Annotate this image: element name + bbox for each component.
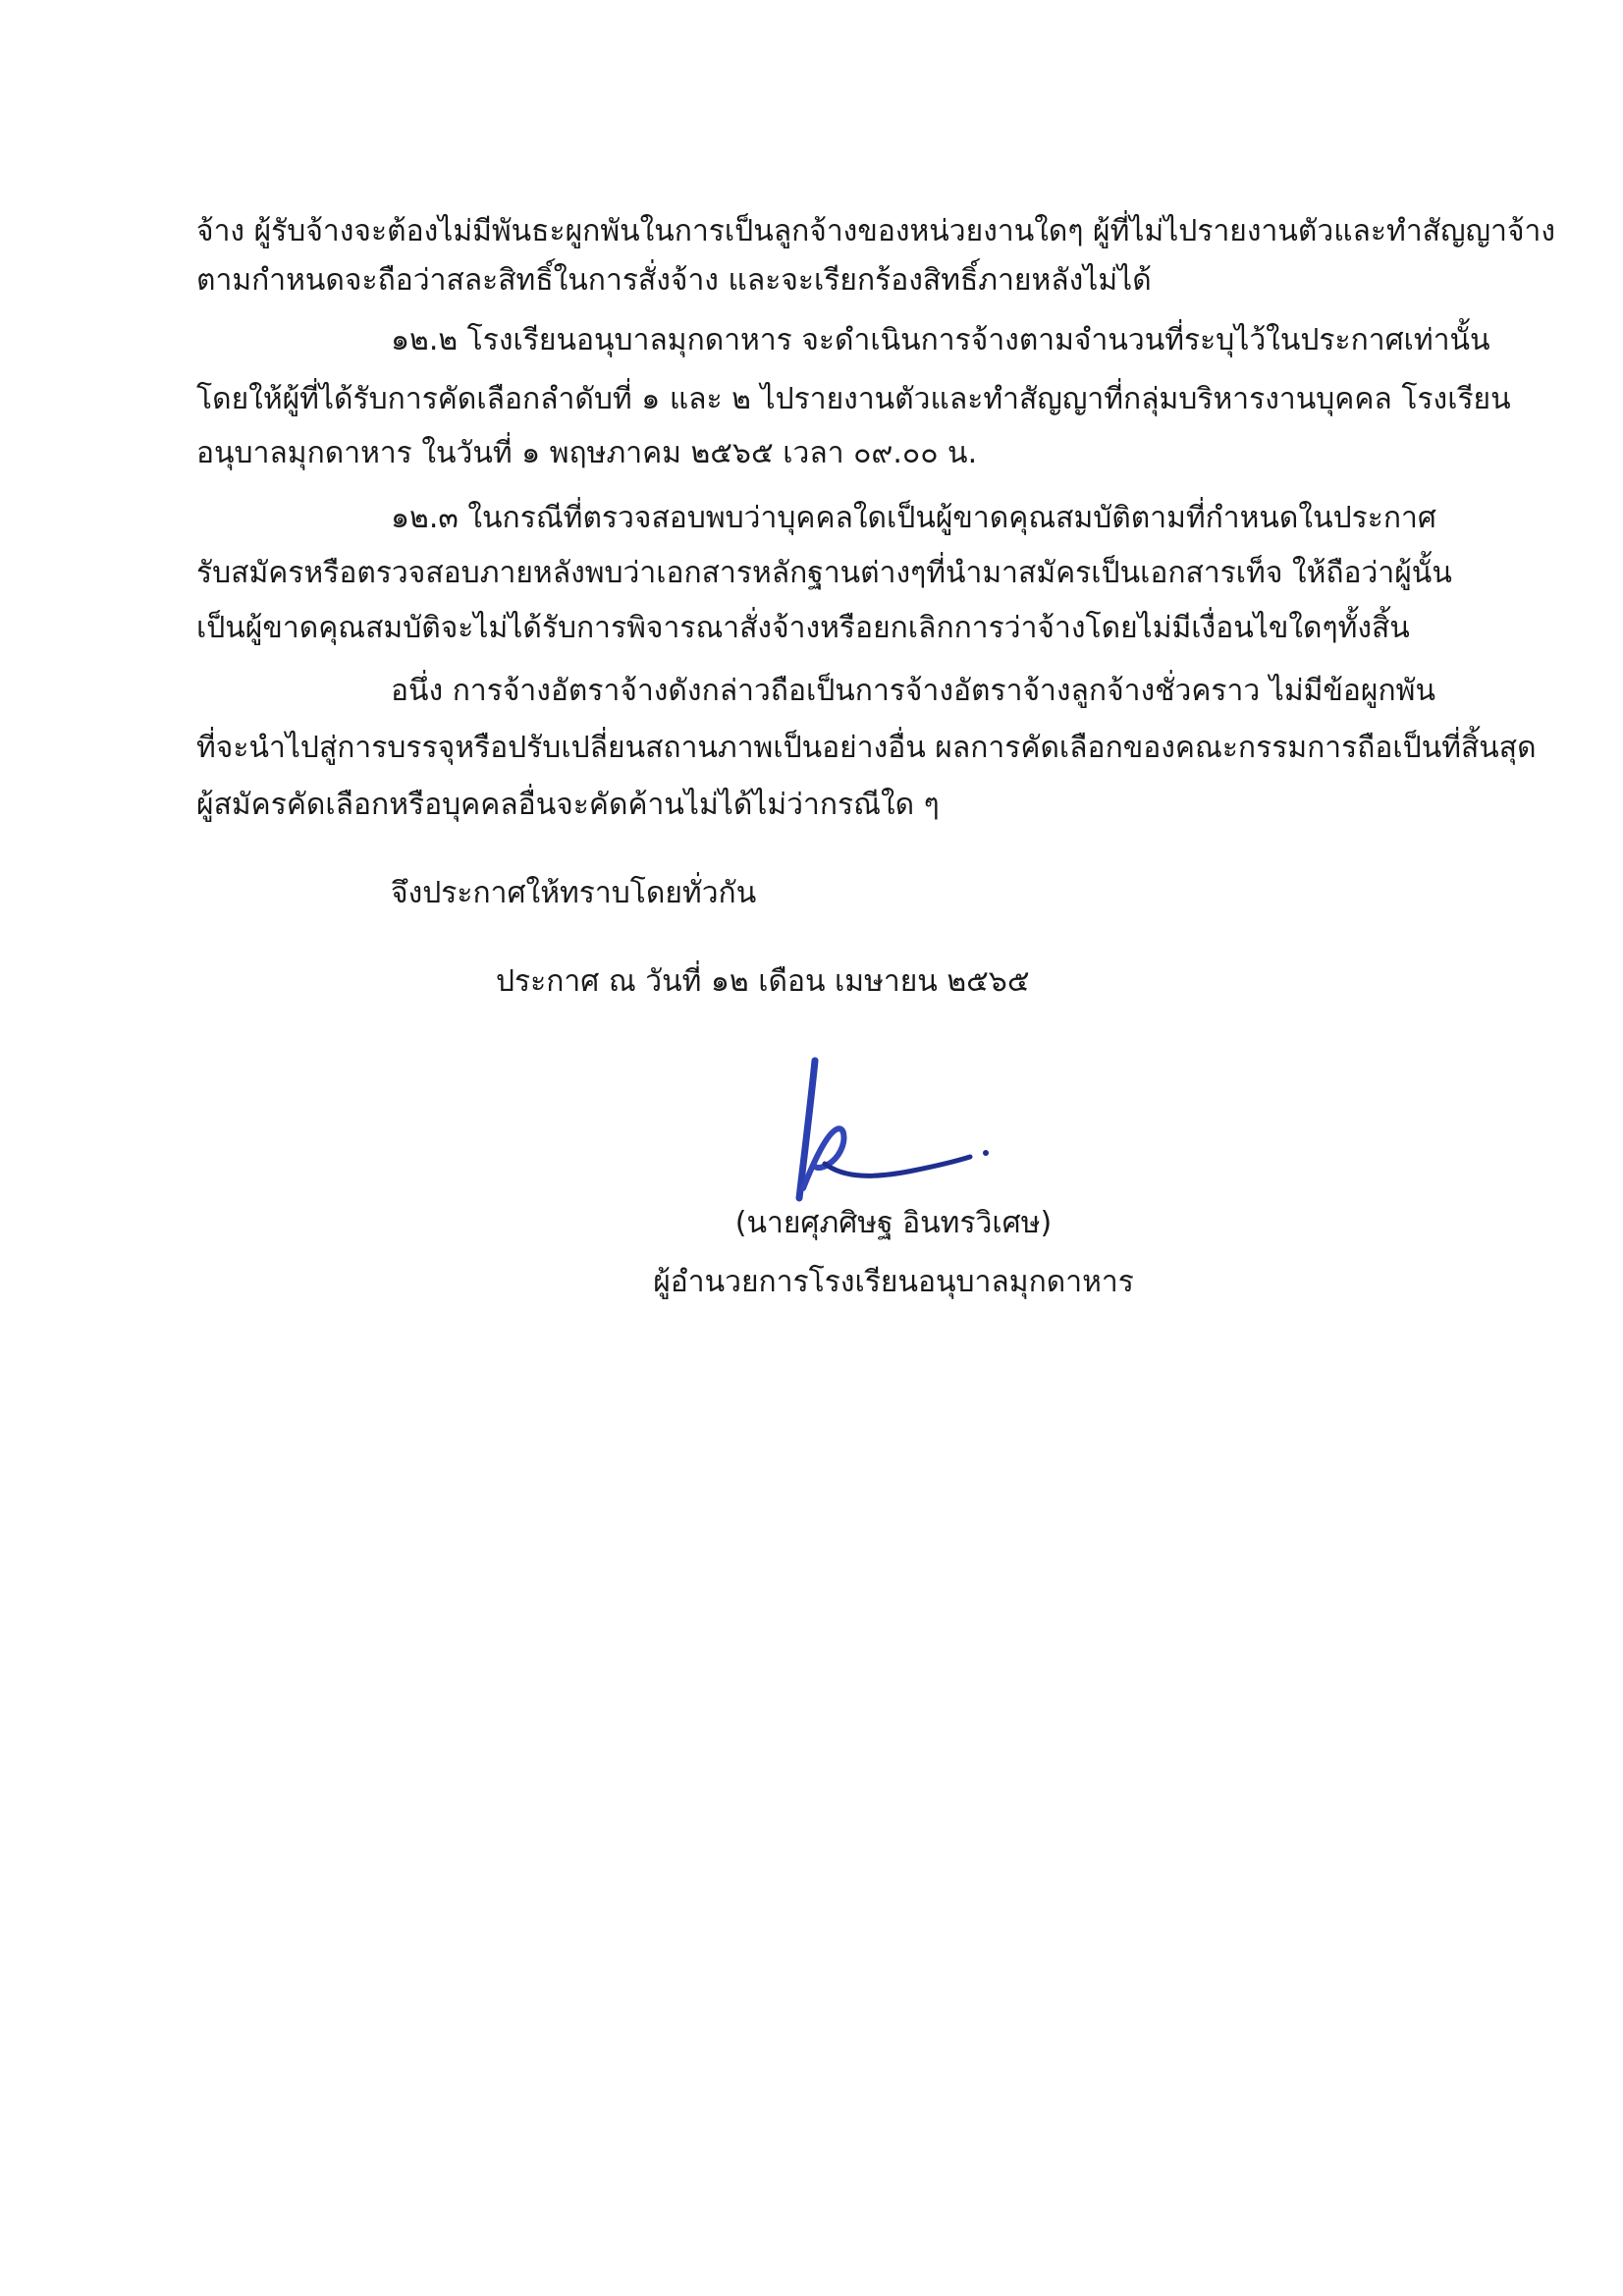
handwritten-signature	[776, 1041, 1001, 1208]
paragraph-2-line-3: อนุบาลมุกดาหาร ในวันที่ ๑ พฤษภาคม ๒๕๖๕ เวลา ๐๙.๐๐ น.	[196, 436, 978, 470]
paragraph-1-line-1: จ้าง ผู้รับจ้างจะต้องไม่มีพันธะผูกพันในการเป็นลูกจ้างของหน่วยงานใดๆ ผู้ที่ไม่ไปรายงานตัวและทำสัญญาจ้าง	[196, 214, 1556, 248]
paragraph-4-line-3: ผู้สมัครคัดเลือกหรือบุคคลอื่นจะคัดค้านไม่ได้ไม่ว่ากรณีใด ๆ	[196, 788, 940, 822]
announcement-date: ประกาศ ณ วันที่ ๑๒ เดือน เมษายน ๒๕๖๕	[496, 964, 1030, 999]
signer-name: (นายศุภศิษฐ อินทรวิเศษ)	[734, 1206, 1053, 1240]
paragraph-3-line-1: ๑๒.๓ ในกรณีที่ตรวจสอบพบว่าบุคคลใดเป็นผู้ขาดคุณสมบัติตามที่กำหนดในประกาศ	[391, 501, 1436, 535]
paragraph-4-line-1: อนึ่ง การจ้างอัตราจ้างดังกล่าวถือเป็นการจ้างอัตราจ้างลูกจ้างชั่วคราว ไม่มีข้อผูกพัน	[391, 674, 1435, 708]
paragraph-2-line-2: โดยให้ผู้ที่ได้รับการคัดเลือกลำดับที่ ๑ และ ๒ ไปรายงานตัวและทำสัญญาที่กลุ่มบริหารงานบุคคล โรงเรียน	[196, 382, 1511, 416]
closing-statement: จึงประกาศให้ทราบโดยทั่วกัน	[391, 876, 757, 910]
signer-title: ผู้อำนวยการโรงเรียนอนุบาลมุกดาหาร	[653, 1265, 1134, 1299]
paragraph-1-line-2: ตามกำหนดจะถือว่าสละสิทธิ์ในการสั่งจ้าง และจะเรียกร้องสิทธิ์ภายหลังไม่ได้	[196, 263, 1152, 298]
paragraph-2-line-1: ๑๒.๒ โรงเรียนอนุบาลมุกดาหาร จะดำเนินการจ้างตามจำนวนที่ระบุไว้ในประกาศเท่านั้น	[391, 323, 1490, 357]
paragraph-3-line-2: รับสมัครหรือตรวจสอบภายหลังพบว่าเอกสารหลักฐานต่างๆที่นำมาสมัครเป็นเอกสารเท็จ ให้ถือว่าผู้นั้น	[196, 556, 1452, 590]
paragraph-4-line-2: ที่จะนำไปสู่การบรรจุหรือปรับเปลี่ยนสถานภาพเป็นอย่างอื่น ผลการคัดเลือกของคณะกรรมการถือเป็นที่สิ้นสุด	[196, 731, 1537, 765]
paragraph-3-line-3: เป็นผู้ขาดคุณสมบัติจะไม่ได้รับการพิจารณาสั่งจ้างหรือยกเลิกการว่าจ้างโดยไม่มีเงื่อนไขใดๆทั้งสิ้น	[196, 611, 1410, 645]
